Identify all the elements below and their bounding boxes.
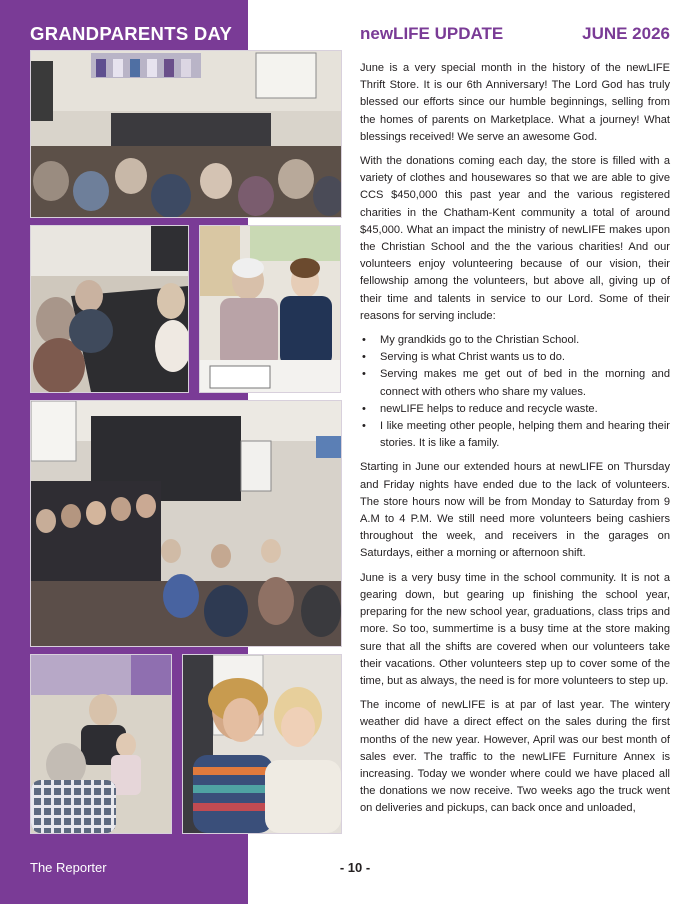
list-item: • Serving is what Christ wants us to do.	[360, 349, 670, 366]
list-item: • My grandkids go to the Christian School.	[360, 332, 670, 349]
photo-two-women	[182, 654, 342, 834]
photo-grandmother-child	[199, 225, 341, 393]
page-number: - 10 -	[339, 860, 371, 875]
header-title: newLIFE UPDATE	[360, 24, 504, 43]
paragraph: June is a very busy time in the school community. It is not a gearing down, but gearing up finishing the school year, preparing for the new school year, graduations, class trips and more. So too, summertime is a busy time at the store making sure that all the shifts are covered when our volunteers take their vacations. Other volunteers step up to cover some of the time, but as always, the need is for more volunteers to step up.	[360, 571, 670, 687]
reasons-list	[360, 332, 670, 452]
newsletter-header	[360, 24, 670, 48]
paragraph: The income of newLIFE is at par of last year. The wintery weather did have a direct effect on the sales during the first months of the new year. However, April was our best month of sales ever. The traffic to the newLIFE Furniture Annex is increasing. Today we wonder where could we have placed all the donations we now receive. Two weeks ago the truck went on deliveries and pickups, can back once and unloaded,	[360, 699, 670, 815]
list-item: • newLIFE helps to reduce and recycle waste.	[360, 401, 670, 418]
list-item: • Serving makes me get out of bed in the morning and connect with others who share my values.	[360, 366, 670, 400]
paragraph: Starting in June our extended hours at newLIFE on Thursday and Friday nights have ended due to the lack of volunteers. The store hours now will be from Monday to Saturday from 9 A.M to 4 P.M. We still need more volunteers being cashiers throughout the week, and receivers in the garages on Saturdays, either a morning or afternoon shift.	[360, 461, 670, 560]
photo-grandparents-tables	[30, 225, 189, 393]
paragraph: June is a very special month in the history of the newLIFE Thrift Store. It is our 6th Anniversary! The Lord God has truly blessed our efforts since our humble beginnings, selling from the homes of parents on Marketplace. What a journey! What blessings received! We serve an awesome God.	[360, 62, 670, 143]
photo-choir-stage	[30, 400, 342, 647]
list-item: • I like meeting other people, helping them and hearing their stories. It is like a family.	[360, 418, 670, 452]
publication-name: The Reporter	[30, 860, 107, 875]
article-body	[360, 60, 670, 825]
header-date: JUNE 2026	[582, 24, 670, 43]
photo-grandfather-child	[30, 654, 172, 834]
paragraph: With the donations coming each day, the store is filled with a variety of clothes and housewares so that we are able to give CCS $450,000 this past year and the various registered charities in the Chatham-Kent community a total of around $45,000. What an impact the ministry of newLIFE makes upon the Christian School and the the various charities! And our volunteers enjoy volunteering because of our vision, their fellowship among the volunteers, but above all, giving up of their time and talents in service to our Lord. Some of their reasons for serving include:	[360, 155, 670, 322]
section-title: GRANDPARENTS DAY	[30, 23, 233, 44]
photo-gym-audience	[30, 50, 342, 218]
